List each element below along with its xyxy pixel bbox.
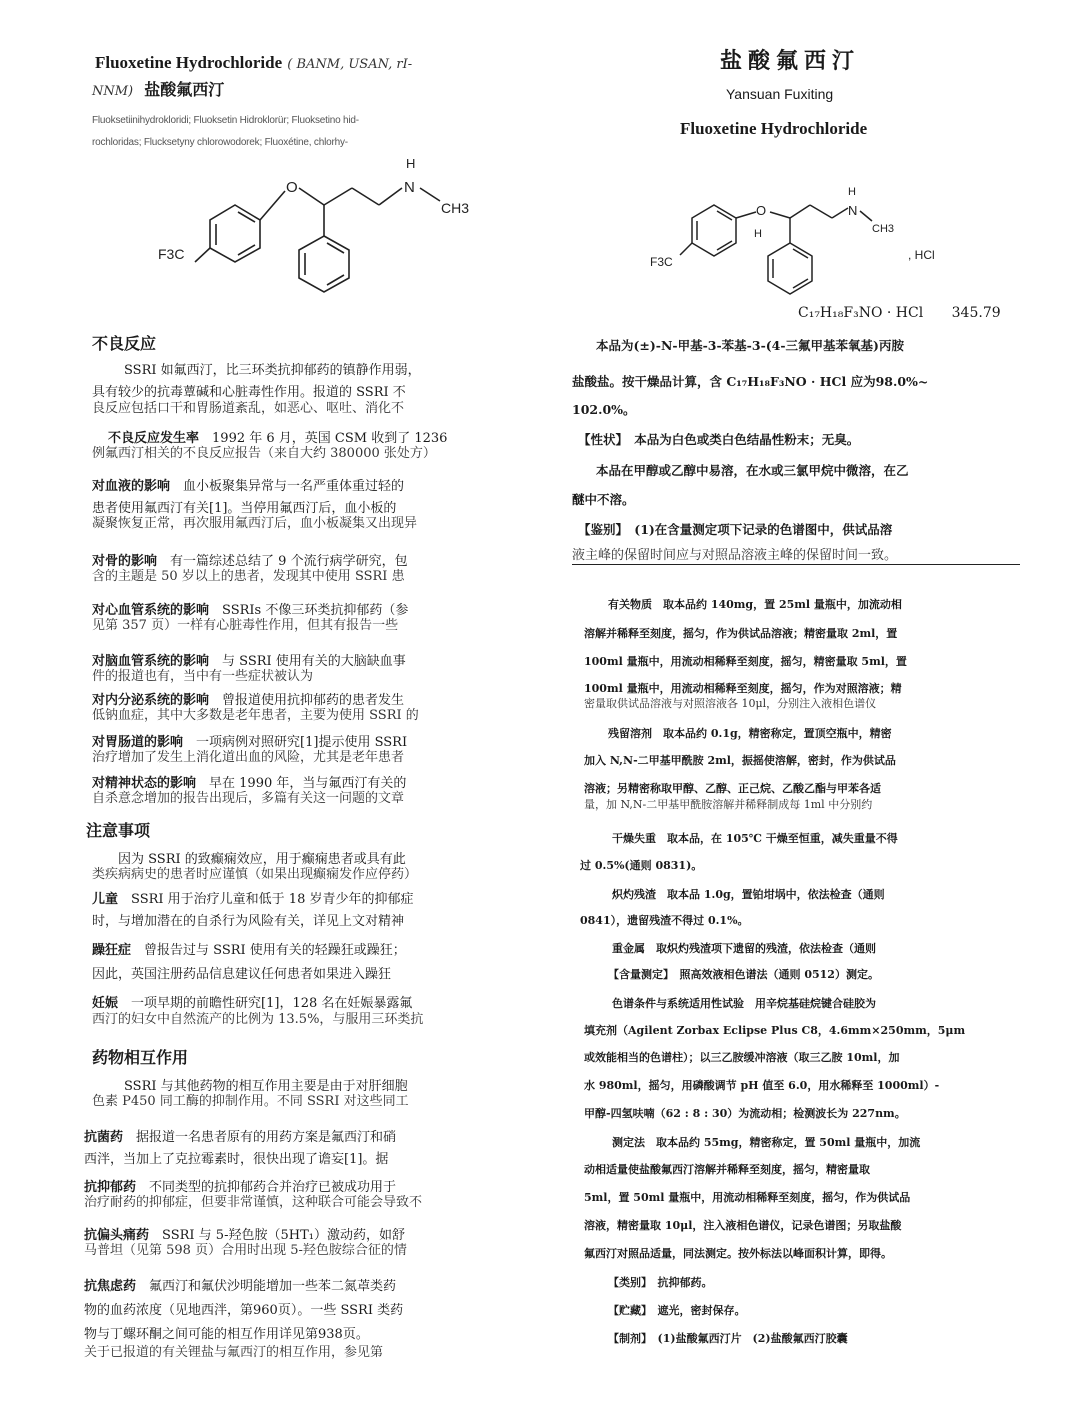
anxio-cut: 关于已报道的有关锂盐与氟西汀的相互作用，参见第 <box>84 1345 384 1360</box>
antibac-label: 抗菌药 <box>84 1130 124 1145</box>
endo-cut: 低钠血症，其中大多数是老年患者，主要为使用 SSRI 的 <box>92 708 419 723</box>
adverse-line-1: SSRI 如氟西汀，比三环类抗抑郁药的镇静作用弱， <box>124 363 421 378</box>
inter-cut: 色素 P450 同工酶的抑制作用。不同 SSRI 对这些同工 <box>92 1094 409 1109</box>
solubility-line-2: 醚中不溶。 <box>572 492 635 507</box>
blood-cut: 凝聚恢复正常，再次服用氟西汀后，血小板凝集又出现异 <box>92 516 418 531</box>
preg-label: 妊娠 <box>92 996 119 1011</box>
left-title-cn: 盐酸氟西汀 <box>144 80 225 99</box>
anxio-line-1: 抗焦虑药 氟西汀和氟伏沙明能增加一些苯二氮䓬类药 <box>84 1279 397 1294</box>
antidep-line-1: 抗抑郁药 不同类型的抗抑郁药合并治疗已被成功用于 <box>84 1180 397 1195</box>
chrom-line-3: 或效能相当的色谱柱）；以三乙胺缓冲溶液（取三乙胺 10ml，加 <box>584 1051 900 1064</box>
cerebro-cut: 件的报道也有，当中有一些症状被认为 <box>92 669 314 684</box>
heavy-metal-label: 重金属 <box>612 942 645 955</box>
left-title-line-2 <box>92 82 224 98</box>
endo-line-1: 对内分泌系统的影响 曾报道使用抗抑郁药的患者发生 <box>92 693 405 708</box>
right-chemical-structure <box>632 175 1032 310</box>
ash-label: 炽灼残渣 <box>612 888 656 901</box>
mania-label: 躁狂症 <box>92 943 132 958</box>
incidence-label: 不良反应发生率 <box>108 431 200 446</box>
left-title-codes-2: NNM) <box>92 84 134 99</box>
ash-line-1: 炽灼残渣 取本品 1.0g，置铂坩埚中，依法检查（通则 <box>612 888 885 901</box>
psych-cut: 自杀意念增加的报告出现后，多篇有关这一问题的文章 <box>92 791 405 806</box>
related-label: 有关物质 <box>608 598 652 611</box>
left-atom-ch3: CH3 <box>441 200 470 216</box>
prec-line-1: 因为 SSRI 的致癫痫效应，用于癫痫患者或具有此 <box>118 852 406 867</box>
identification-line: 【鉴别】 (1)在含量测定项下记录的色谱图中，供试品溶 <box>578 522 893 537</box>
bone-line-1: 对骨的影响 有一篇综述总结了 9 个流行病学研究，包 <box>92 554 408 569</box>
method-line-2: 动相适量使盐酸氟西汀溶解并稀释至刻度，摇匀，精密量取 <box>584 1163 870 1176</box>
gi-label: 对胃肠道的影响 <box>92 735 184 750</box>
chrom-line-2: 填充剂（Agilent Zorbax Eclipse Plus C8，4.6mm×250mm，5μm <box>584 1024 966 1037</box>
section-divider <box>572 564 1020 565</box>
method-line-4: 溶液，精密量取 10μl，注入液相色谱仪，记录色谱图；另取盐酸 <box>584 1219 902 1232</box>
method-line-5: 氟西汀对照品适量，同法测定。按外标法以峰面积计算，即得。 <box>584 1247 892 1260</box>
drying-line-1: 干燥失重 取本品，在 105℃ 干燥至恒重，减失重量不得 <box>612 832 898 845</box>
identification-cut: 液主峰的保留时间应与对照品溶液主峰的保留时间一致。 <box>572 548 898 563</box>
right-atom-n: N <box>848 203 858 218</box>
cardio-label: 对心血管系统的影响 <box>92 603 210 618</box>
category-label: 【类别】 <box>608 1276 647 1289</box>
right-atom-o: O <box>756 203 767 218</box>
method-line-3: 5ml，置 50ml 量瓶中，用流动相稀释至刻度，摇匀，作为供试品 <box>584 1191 911 1204</box>
right-atom-h2: H <box>754 228 762 240</box>
right-atom-cf3: F3C <box>650 255 673 269</box>
desc-line-1: 本品为(±)-N-甲基-3-苯基-3-(4-三氟甲基苯氧基)丙胺 <box>596 338 904 353</box>
left-title-en: Fluoxetine Hydrochloride <box>95 53 283 72</box>
left-atom-o: O <box>286 179 298 196</box>
assay-label: 【含量测定】 <box>608 968 669 981</box>
desc-line-3: 102.0%。 <box>572 402 636 417</box>
child-label: 儿童 <box>92 892 119 907</box>
gi-line-1: 对胃肠道的影响 一项病例对照研究[1]提示使用 SSRI <box>92 735 408 750</box>
related-cut: 密量取供试品溶液与对照溶液各 10μl，分别注入液相色谱仪 <box>584 697 877 710</box>
cerebro-line-1: 对脑血管系统的影响 与 SSRI 使用有关的大脑缺血事 <box>92 654 406 669</box>
adverse-heading: 不良反应 <box>92 334 157 353</box>
chrom-line-1: 色谱条件与系统适用性试验 用辛烷基硅烷键合硅胶为 <box>612 997 876 1010</box>
blood-label: 对血液的影响 <box>92 479 171 494</box>
storage-label: 【贮藏】 <box>608 1304 647 1317</box>
left-atom-n: N <box>404 179 415 196</box>
antimig-cut: 马普坦（见第 598 页）合用时出现 5-羟色胺综合征的情 <box>84 1243 407 1258</box>
blood-line-1: 对血液的影响 血小板聚集异常与一名严重体重过轻的 <box>92 479 405 494</box>
right-title-cn: 盐酸氟西汀 <box>720 48 861 74</box>
right-hcl: , HCl <box>908 248 935 262</box>
left-atom-h: H <box>406 156 416 171</box>
cerebro-label: 对脑血管系统的影响 <box>92 654 210 669</box>
antibac-line-2: 西泮，当加上了克拉霉素时，很快出现了谵妄[1]。据 <box>84 1152 389 1167</box>
interactions-heading: 药物相互作用 <box>92 1048 189 1067</box>
right-pinyin: Yansuan Fuxiting <box>726 86 834 102</box>
assay-line: 【含量测定】 照高效液相色谱法（通则 0512）测定。 <box>608 968 879 981</box>
chrom-label: 色谱条件与系统适用性试验 <box>612 997 744 1010</box>
properties-line: 【性状】 本品为白色或类白色结晶性粉末；无臭。 <box>578 432 860 447</box>
desc-line-2: 盐酸盐。按干燥品计算，含 C₁₇H₁₈F₃NO · HCl 应为98.0%~ <box>572 374 929 389</box>
endo-label: 对内分泌系统的影响 <box>92 693 210 708</box>
related-line-3: 100ml 量瓶中，用流动相稀释至刻度，摇匀，精密量取 5ml，置 <box>584 655 907 668</box>
left-title-line-1 <box>95 54 412 71</box>
ash-line-2: 0841），遗留残渣不得过 0.1%。 <box>580 914 749 927</box>
heavy-metal-line: 重金属 取炽灼残渣项下遗留的残渣，依法检查（通则 <box>612 942 876 955</box>
storage-line: 【贮藏】 遮光，密封保存。 <box>608 1304 746 1317</box>
child-line-2: 时，与增加潜在的自杀行为风险有关，详见上文对精神 <box>92 914 405 929</box>
antidep-label: 抗抑郁药 <box>84 1180 137 1195</box>
left-atom-cf3: F3C <box>158 246 185 262</box>
method-label: 测定法 <box>612 1136 645 1149</box>
bone-label: 对骨的影响 <box>92 554 158 569</box>
drying-label: 干燥失重 <box>612 832 656 845</box>
antimig-label: 抗偏头痛药 <box>84 1228 150 1243</box>
residual-line-3: 溶液；另精密称取甲醇、乙醇、正己烷、乙酸乙酯与甲苯各适 <box>584 782 881 795</box>
mania-line-2: 因此，英国注册药品信息建议任何患者如果进入躁狂 <box>92 967 392 982</box>
formula-line <box>798 306 1001 320</box>
residual-line-2: 加入 N,N-二甲基甲酰胺 2ml，振摇使溶解，密封，作为供试品 <box>584 754 896 767</box>
anxio-line-2: 物的血药浓度（见地西泮，第960页）。一些 SSRI 类药 <box>84 1303 404 1318</box>
anxio-label: 抗焦虑药 <box>84 1279 137 1294</box>
preg-cut: 西汀的妇女中自然流产的比例为 13.5%，与服用三环类抗 <box>92 1012 424 1027</box>
incidence-line: 不良反应发生率 1992 年 6 月，英国 CSM 收到了 1236 <box>108 431 448 446</box>
residual-line-1: 残留溶剂 取本品约 0.1g，精密称定，置顶空瓶中，精密 <box>608 727 892 740</box>
adverse-line-3-cut: 良反应包括口干和胃肠道紊乱，如恶心、呕吐、消化不 <box>92 401 405 416</box>
prec-cut: 类疾病病史的患者时应谨慎（如果出现癫痫发作应停药） <box>92 867 418 882</box>
chrom-line-5: 甲醇-四氢呋喃（62 : 8 : 30）为流动相；检测波长为 227nm。 <box>584 1107 906 1120</box>
residual-cut: 量，加 N,N-二甲基甲酰胺溶解并稀释制成每 1ml 中分别约 <box>584 798 873 811</box>
category-line: 【类别】 抗抑郁药。 <box>608 1276 713 1289</box>
inter-line-1: SSRI 与其他药物的相互作用主要是由于对肝细胞 <box>124 1079 408 1094</box>
antimig-line-1: 抗偏头痛药 SSRI 与 5-羟色胺（5HT₁）激动药，如舒 <box>84 1228 405 1243</box>
solubility-line-1: 本品在甲醇或乙醇中易溶，在水或三氯甲烷中微溶，在乙 <box>596 463 909 478</box>
related-line-2: 溶解并稀释至刻度，摇匀，作为供试品溶液；精密量取 2ml，置 <box>584 627 898 640</box>
related-line-1: 有关物质 取本品约 140mg，置 25ml 量瓶中，加流动相 <box>608 598 902 611</box>
cardio-cut: 见第 357 页）一样有心脏毒性作用，但其有报告一些 <box>92 618 399 633</box>
incidence-cut: 例氟西汀相关的不良反应报告（来自大约 380000 张处方） <box>92 446 436 461</box>
adverse-line-2: 具有较少的抗毒蕈碱和心脏毒性作用。报道的 SSRI 不 <box>92 385 406 400</box>
antibac-line-1: 抗菌药 据报道一名患者原有的用药方案是氟西汀和硝 <box>84 1130 397 1145</box>
mania-line-1: 躁狂症 曾报告过与 SSRI 使用有关的轻躁狂或躁狂； <box>92 943 406 958</box>
bone-cut: 含的主题是 50 岁以上的患者，发现其中使用 SSRI 患 <box>92 569 405 584</box>
preparations-label: 【制剂】 <box>608 1332 647 1345</box>
left-synonyms-1: Fluoksetiinihydrokloridi; Fluoksetin Hidroklorür; Fluoksetino hid- <box>92 115 359 126</box>
left-title-codes: ( BANM, USAN, rI- <box>287 57 413 72</box>
left-synonyms-2: rochloridas; Flucksetyny chlorowodorek; Fluoxétine, chlorhy- <box>92 137 348 148</box>
antidep-cut: 治疗耐药的抑郁症，但要非常谨慎，这种联合可能会导致不 <box>84 1195 423 1210</box>
chrom-line-4: 水 980ml，摇匀，用磷酸调节 pH 值至 6.0，用水稀释至 1000ml）- <box>584 1079 940 1092</box>
blood-line-2: 患者使用氟西汀有关[1]。当停用氟西汀后，血小板的 <box>92 501 397 516</box>
psych-label: 对精神状态的影响 <box>92 776 197 791</box>
method-line-1: 测定法 取本品约 55mg，精密称定，置 50ml 量瓶中，加流 <box>612 1136 921 1149</box>
preg-line-1: 妊娠 一项早期的前瞻性研究[1]，128 名在妊娠暴露氟 <box>92 996 413 1011</box>
drying-line-2: 过 0.5%(通则 0831)。 <box>580 859 703 872</box>
right-atom-h: H <box>848 186 856 198</box>
cardio-line-1: 对心血管系统的影响 SSRIs 不像三环类抗抑郁药（参 <box>92 603 409 618</box>
right-title-en: Fluoxetine Hydrochloride <box>680 119 868 138</box>
preparations-line: 【制剂】 (1)盐酸氟西汀片 (2)盐酸氟西汀胶囊 <box>608 1332 848 1345</box>
residual-label: 残留溶剂 <box>608 727 652 740</box>
right-atom-ch3: CH3 <box>872 223 895 235</box>
precautions-heading: 注意事项 <box>86 821 151 840</box>
identification-label: 【鉴别】 <box>578 522 622 537</box>
molecular-formula: C₁₇H₁₈F₃NO · HCl <box>798 305 924 321</box>
child-line-1: 儿童 SSRI 用于治疗儿童和低于 18 岁青少年的抑郁症 <box>92 892 414 907</box>
left-chemical-structure <box>138 150 538 310</box>
related-line-4: 100ml 量瓶中，用流动相稀释至刻度，摇匀，作为对照溶液；精 <box>584 682 902 695</box>
molecular-weight: 345.79 <box>951 305 1001 321</box>
psych-line-1: 对精神状态的影响 早在 1990 年，当与氟西汀有关的 <box>92 776 407 791</box>
properties-label: 【性状】 <box>578 432 622 447</box>
anxio-line-3: 物与丁螺环酮之间可能的相互作用详见第938页。 <box>84 1327 369 1342</box>
gi-cut: 治疗增加了发生上消化道出血的风险，尤其是老年患者 <box>92 750 405 765</box>
